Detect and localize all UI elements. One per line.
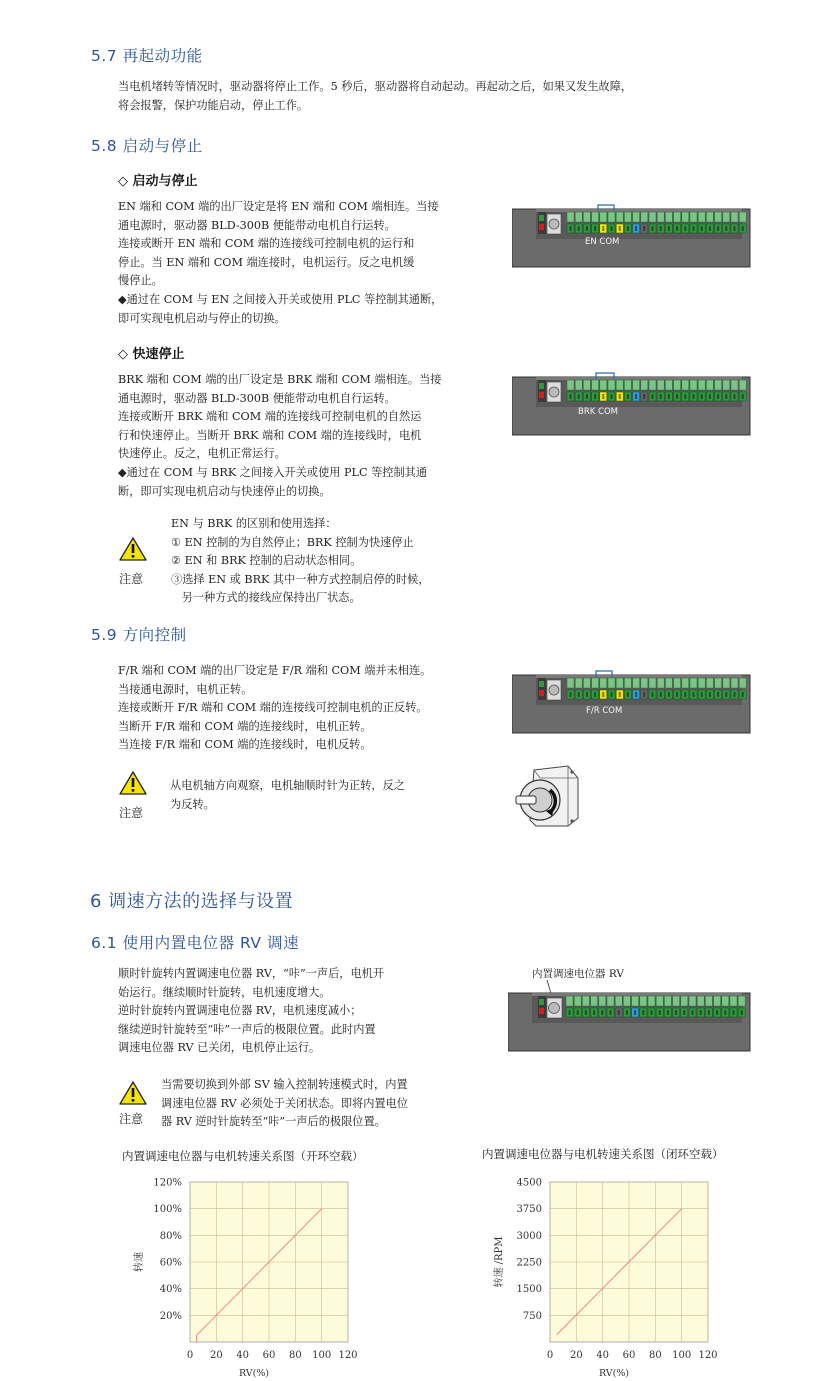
en-brk-note-text [171, 515, 430, 608]
note-label: 注意 [119, 806, 144, 820]
text-line: 当需要切换到外部 SV 输入控制转速模式时，内置 [161, 1078, 408, 1091]
x-axis-label: RV(%) [598, 1368, 630, 1379]
terminal-block [538, 996, 562, 1018]
rotation-note-text [170, 777, 405, 814]
text-line: 当接通电源时，电机正转。 [118, 682, 253, 696]
driver-terminal-diagram-en-com [512, 200, 752, 270]
rv-speed-text [118, 965, 384, 1058]
text-line: 顺时针旋转内置调速电位器 RV，“咔”一声后，电机开 [118, 967, 385, 980]
text-line: 器 RV 逆时针旋转至“咔”一声后的极限位置。 [161, 1115, 386, 1129]
chart-closed-loop-title: 内置调速电位器与电机转速关系图（闭环空载） [482, 1147, 724, 1161]
text-line: BRK 端和 COM 端的出厂设定是 BRK 端和 COM 端相连。当接 [118, 373, 442, 386]
warning-icon [119, 537, 147, 561]
y-tick-label: 20% [159, 1310, 182, 1322]
x-tick-label: 20 [209, 1350, 223, 1361]
section-5-9-title: 5.9 方向控制 [91, 626, 187, 644]
subsection-start-stop-title: ◇ 启动与停止 [118, 174, 198, 189]
direction-control-text [118, 662, 431, 755]
y-tick-label: 3000 [516, 1230, 542, 1242]
text-line: 另一种方式的接线应保持出厂状态。 [171, 591, 361, 605]
text-line: 从电机轴方向观察，电机轴顺时针为正转，反之 [170, 779, 405, 792]
x-tick-label: 40 [236, 1350, 250, 1361]
x-tick-label: 120 [338, 1350, 358, 1361]
y-tick-label: 40% [159, 1284, 182, 1296]
text-line: 断，即可实现电机启动与快速停止的切换。 [118, 484, 331, 498]
y-tick-label: 120% [153, 1177, 182, 1189]
text-line: 当断开 F/R 端和 COM 端的连接线时，电机正转。 [118, 719, 372, 733]
section-5-8-title: 5.8 启动与停止 [91, 137, 203, 155]
en-com-label: EN COM [585, 237, 620, 247]
driver-terminal-diagram-fr-com [512, 666, 752, 736]
x-tick-label: 20 [569, 1350, 583, 1361]
subsection-quick-stop-title: ◇ 快速停止 [118, 347, 185, 362]
x-tick-label: 60 [262, 1350, 276, 1361]
text-line: 即可实现电机启动与停止的切换。 [118, 311, 286, 325]
text-line: 快速停止。反之，电机正常运行。 [118, 447, 286, 461]
y-tick-label: 100% [153, 1204, 182, 1216]
chart-open-loop [120, 1170, 380, 1381]
note-label: 注意 [119, 1112, 144, 1126]
text-line: ③选择 EN 或 BRK 其中一种方式控制启停的时候， [171, 572, 430, 586]
text-line: EN 端和 COM 端的出厂设定是将 EN 端和 COM 端相连。当接 [118, 200, 439, 213]
terminal-block [538, 678, 561, 700]
text-line: 始运行。继续顺时针旋转，电机速度增大。 [118, 985, 331, 999]
motor-illustration [510, 764, 582, 828]
text-line: 当连接 F/R 端和 COM 端的连接线时，电机反转。 [118, 738, 372, 752]
y-tick-label: 80% [159, 1230, 182, 1242]
text-line: 调速电位器 RV 必须处于关闭状态。即将内置电位 [161, 1096, 408, 1110]
note-label: 注意 [119, 572, 144, 586]
y-tick-label: 60% [159, 1257, 182, 1269]
text-line: 通电源时，驱动器 BLD-300B 便能带动电机自行运转。 [118, 218, 396, 232]
x-axis-label: RV(%) [238, 1368, 270, 1379]
text-line: 停止。当 EN 端和 COM 端连接时，电机运行。反之电机缓 [118, 255, 415, 269]
text-line: 将会报警，保护功能启动，停止工作。 [118, 98, 309, 112]
fr-com-label: F/R COM [586, 706, 623, 716]
driver-terminal-diagram-brk-com [512, 368, 752, 438]
text-line: 当电机堵转等情况时，驱动器将停止工作。5 秒后，驱动器将自动起动。再起动之后，如果又发生故障， [118, 80, 633, 93]
text-line: ② EN 和 BRK 控制的启动状态相同。 [171, 554, 362, 568]
y-tick-label: 3750 [516, 1204, 542, 1216]
driver-terminal-diagram-rv [508, 986, 752, 1056]
y-axis-label: 转速 [134, 1252, 145, 1272]
x-tick-label: 0 [546, 1350, 554, 1361]
text-line: 继续逆时针旋转至“咔”一声后的极限位置。此时内置 [118, 1022, 376, 1036]
x-tick-label: 60 [622, 1350, 636, 1361]
y-tick-label: 2250 [516, 1257, 542, 1269]
warning-icon [119, 771, 147, 795]
text-line: 慢停止。 [118, 274, 163, 288]
section-5-7-text [118, 78, 632, 115]
text-line: EN 与 BRK 的区别和使用选择： [171, 517, 337, 530]
section-6-title: 6 调速方法的选择与设置 [90, 891, 294, 912]
y-tick-label: 4500 [516, 1177, 542, 1189]
text-line: F/R 端和 COM 端的出厂设定是 F/R 端和 COM 端并未相连。 [118, 664, 432, 677]
x-tick-label: 100 [672, 1350, 692, 1361]
terminal-block [538, 380, 561, 402]
text-line: 通电源时，驱动器 BLD-300B 便能带动电机自行运转。 [118, 391, 396, 405]
x-tick-label: 120 [698, 1350, 718, 1361]
text-line: 连接或断开 F/R 端和 COM 端的连接线可控制电机的正反转。 [118, 701, 428, 715]
text-line: 为反转。 [170, 797, 215, 811]
text-line: 行和快速停止。当断开 BRK 端和 COM 端的连接线时，电机 [118, 428, 422, 442]
y-tick-label: 750 [522, 1310, 542, 1322]
text-line: ◆通过在 COM 与 BRK 之间接入开关或使用 PLC 等控制其通 [118, 465, 428, 479]
rv-device-label: 内置调速电位器 RV [532, 968, 624, 980]
start-stop-text [118, 198, 442, 328]
x-tick-label: 80 [648, 1350, 662, 1361]
brk-com-label: BRK COM [578, 407, 618, 417]
text-line: 连接或断开 BRK 端和 COM 端的连接线可控制电机的自然运 [118, 410, 422, 424]
text-line: 调速电位器 RV 已关闭，电机停止运行。 [118, 1041, 321, 1055]
chart-open-loop-title: 内置调速电位器与电机转速关系图（开环空载） [122, 1149, 364, 1163]
x-tick-label: 100 [312, 1350, 332, 1361]
sv-switch-note-text [161, 1076, 408, 1132]
x-tick-label: 80 [288, 1350, 302, 1361]
quick-stop-text [118, 371, 441, 501]
warning-icon [119, 1081, 147, 1105]
chart-closed-loop [480, 1170, 740, 1381]
section-6-1-title: 6.1 使用内置电位器 RV 调速 [91, 934, 299, 952]
text-line: ◆通过在 COM 与 EN 之间接入开关或使用 PLC 等控制其通断， [118, 292, 443, 306]
x-tick-label: 0 [186, 1350, 194, 1361]
y-tick-label: 1500 [516, 1284, 542, 1296]
y-axis-label: 转速 /RPM [494, 1236, 505, 1288]
text-line: ① EN 控制的为自然停止；BRK 控制为快速停止 [171, 535, 414, 549]
text-line: 连接或断开 EN 端和 COM 端的连接线可控制电机的运行和 [118, 237, 415, 251]
text-line: 逆时针旋转内置调速电位器 RV，电机速度减小； [118, 1004, 362, 1018]
section-5-7-title: 5.7 再起动功能 [91, 47, 203, 65]
terminal-block [538, 212, 561, 234]
x-tick-label: 40 [596, 1350, 610, 1361]
